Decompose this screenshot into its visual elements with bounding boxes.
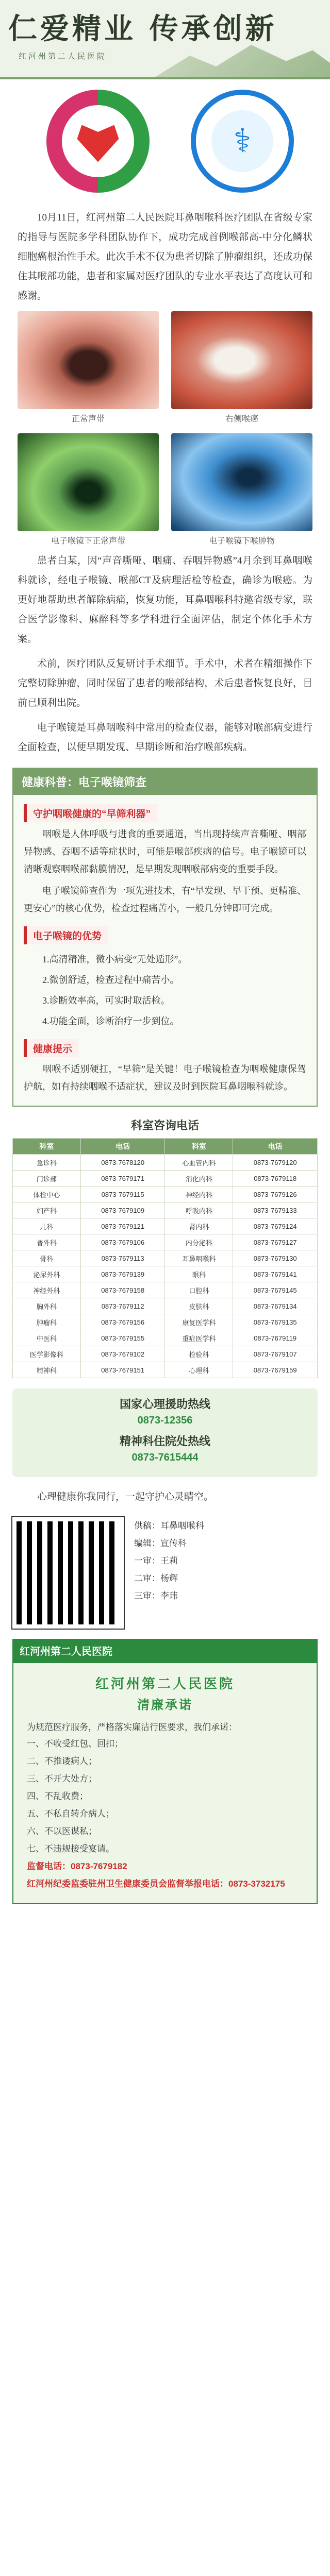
table-cell: 0873-7679134 — [233, 1298, 318, 1314]
credit-line: 三审：李玮 — [134, 1591, 178, 1601]
table-row — [13, 1218, 318, 1234]
table-cell: 0873-7679118 — [233, 1171, 318, 1187]
table-cell: 中医科 — [13, 1330, 81, 1346]
table-cell: 0873-7679115 — [80, 1187, 165, 1202]
photo-endoscope-tumor — [171, 433, 312, 546]
table-cell: 0873-7679135 — [233, 1314, 318, 1330]
table-cell: 0873-7679156 — [80, 1314, 165, 1330]
table-row — [13, 1330, 318, 1346]
pledge-contact: 监督电话：0873-7679182 — [27, 1861, 127, 1871]
table-cell: 0873-7679141 — [233, 1266, 318, 1282]
logo-row — [0, 79, 330, 208]
table-row — [13, 1298, 318, 1314]
subsection-title: 电子喉镜的优势 — [24, 926, 108, 944]
table-cell: 0873-7679171 — [80, 1171, 165, 1187]
photo-grid — [0, 306, 330, 551]
heart-icon — [75, 118, 121, 164]
pledge-item: 二、不推诿病人； — [27, 1756, 97, 1766]
credits-block — [12, 1517, 318, 1629]
table-cell: 肿瘤科 — [13, 1314, 81, 1330]
schedule-table — [12, 1138, 318, 1378]
table-cell: 0873-7679159 — [233, 1362, 318, 1378]
photo-endoscope-normal — [18, 433, 159, 546]
table-cell: 眼科 — [165, 1266, 233, 1282]
table-cell: 0873-7679145 — [233, 1282, 318, 1298]
advantage-item: 2.微创舒适，检查过程中痛苦小。 — [42, 975, 179, 985]
table-cell: 心理科 — [165, 1362, 233, 1378]
table-cell: 肾内科 — [165, 1218, 233, 1234]
table-cell: 普外科 — [13, 1234, 81, 1250]
subsection-title: 守护咽喉健康的“早筛利器” — [24, 804, 157, 822]
section-title: 健康科普：电子喉镜筛查 — [13, 769, 317, 795]
photo-caption: 电子喉镜下喉肿物 — [208, 537, 275, 546]
table-row — [13, 1362, 318, 1378]
table-cell: 0873-7679113 — [80, 1250, 165, 1266]
table-row — [13, 1346, 318, 1362]
hospital-logo — [46, 90, 150, 193]
photo-caption: 电子喉镜下正常声带 — [51, 537, 125, 546]
table-cell: 耳鼻咽喉科 — [165, 1250, 233, 1266]
table-cell: 0873-7679158 — [80, 1282, 165, 1298]
table-cell: 0873-7678120 — [80, 1155, 165, 1171]
hotline-box — [12, 1388, 318, 1477]
advantage-item: 4.功能全面，诊断治疗一步到位。 — [42, 1016, 179, 1026]
credit-line: 二审：杨辉 — [134, 1573, 178, 1583]
credit-line: 编辑：宣传科 — [134, 1538, 187, 1548]
table-header: 科室 — [13, 1139, 81, 1155]
credit-lines — [134, 1517, 204, 1605]
table-cell: 心血管内科 — [165, 1155, 233, 1171]
pledge-item: 七、不违规接受宴请。 — [27, 1844, 114, 1854]
integrity-pledge — [12, 1662, 318, 1904]
header-banner — [0, 0, 330, 79]
table-header: 电话 — [80, 1139, 165, 1155]
pledge-title-line1: 红河州第二人民医院 — [95, 1676, 235, 1691]
photo-caption: 正常声带 — [71, 415, 105, 423]
table-cell: 门诊部 — [13, 1171, 81, 1187]
notice-text: 心理健康你我同行，一起守护心灵晴空。 — [37, 1492, 214, 1502]
table-cell: 急诊科 — [13, 1155, 81, 1171]
table-cell: 皮肤科 — [165, 1298, 233, 1314]
credit-line: 一审：王莉 — [134, 1556, 178, 1566]
table-cell: 神经内科 — [165, 1187, 233, 1202]
table-cell: 0873-7679155 — [80, 1330, 165, 1346]
caduceus-icon: ⚕ — [211, 110, 273, 172]
table-cell: 0873-7679139 — [80, 1266, 165, 1282]
article-paragraph-4: 电子喉镜是耳鼻咽喉科中常用的检查仪器，能够对喉部病变进行全面检查，以便早期发现、早期诊断和治疗喉部疾病。 — [18, 722, 312, 753]
credit-line: 供稿：耳鼻咽喉科 — [134, 1521, 204, 1531]
advantage-item: 1.高清精准，微小病变“无处遁形”。 — [42, 954, 188, 964]
table-cell: 呼吸内科 — [165, 1202, 233, 1218]
table-cell: 0873-7679127 — [233, 1234, 318, 1250]
table-cell: 康复医学科 — [165, 1314, 233, 1330]
pledge-title-line2: 清廉承诺 — [137, 1698, 193, 1712]
photo-right-laryngeal-cancer — [171, 311, 312, 424]
table-cell: 0873-7679109 — [80, 1202, 165, 1218]
section-paragraph: 咽喉是人体呼吸与进食的重要通道，当出现持续声音嘶哑、咽部异物感、吞咽不适等症状时，可能是喉部疾病的信号。电子喉镜可以清晰观察咽喉部黏膜情况，是早期发现咽喉部病变的重要手段。 — [24, 829, 306, 874]
pledge-item: 四、不乱收费； — [27, 1791, 88, 1801]
table-cell: 0873-7679151 — [80, 1362, 165, 1378]
health-science-section — [12, 768, 318, 1107]
table-cell: 0873-7679121 — [80, 1218, 165, 1234]
footer-hospital-bar: 红河州第二人民医院 — [12, 1639, 318, 1662]
advantage-item: 3.诊断效率高，可实时取活检。 — [42, 995, 170, 1006]
table-cell: 0873-7679133 — [233, 1202, 318, 1218]
table-row — [13, 1187, 318, 1202]
table-cell: 骨科 — [13, 1250, 81, 1266]
national-hotline-title: 国家心理援助热线 — [119, 1398, 210, 1411]
photo-normal-vocal-cords — [18, 311, 159, 424]
table-cell: 0873-7679107 — [233, 1346, 318, 1362]
photo-caption: 右侧喉癌 — [225, 415, 258, 423]
table-row — [13, 1266, 318, 1282]
table-row — [13, 1314, 318, 1330]
table-cell: 0873-7679120 — [233, 1155, 318, 1171]
pledge-contact: 红河州纪委监委驻州卫生健康委员会监督举报电话：0873-3732175 — [27, 1879, 285, 1889]
table-cell: 0873-7679119 — [233, 1330, 318, 1346]
table-cell: 泌尿外科 — [13, 1266, 81, 1282]
table-cell: 精神科 — [13, 1362, 81, 1378]
schedule-title: 科室咨询电话 — [130, 1119, 199, 1132]
table-cell: 口腔科 — [165, 1282, 233, 1298]
table-cell: 妇产科 — [13, 1202, 81, 1218]
table-row — [13, 1202, 318, 1218]
table-cell: 0873-7679126 — [233, 1187, 318, 1202]
table-row — [13, 1282, 318, 1298]
table-cell: 检验科 — [165, 1346, 233, 1362]
pledge-item: 三、不开大处方； — [27, 1774, 97, 1784]
section-paragraph: 咽喉不适别硬扛，“早筛”是关键！电子喉镜检查为咽喉健康保驾护航，如有持续咽喉不适症状，建议及时到医院耳鼻咽喉科就诊。 — [24, 1064, 306, 1092]
qr-code-icon — [12, 1517, 124, 1629]
national-hotline-number: 0873-12356 — [137, 1415, 193, 1426]
table-header: 电话 — [233, 1139, 318, 1155]
pledge-item: 五、不私自转介病人； — [27, 1809, 114, 1819]
table-cell: 消化内科 — [165, 1171, 233, 1187]
subsection-title: 健康提示 — [24, 1039, 78, 1057]
table-cell: 0873-7679106 — [80, 1234, 165, 1250]
table-cell: 体检中心 — [13, 1187, 81, 1202]
table-row — [13, 1234, 318, 1250]
header-subtitle: 红河州第二人民医院 — [19, 53, 107, 61]
table-cell: 儿科 — [13, 1218, 81, 1234]
table-cell: 胸外科 — [13, 1298, 81, 1314]
table-cell: 重症医学科 — [165, 1330, 233, 1346]
article-paragraph-2: 患者白某，因“声音嘶哑、咽痛、吞咽异物感”4月余到耳鼻咽喉科就诊，经电子喉镜、喉部CT及病理活检等检查，确诊为喉癌。为更好地帮助患者解除病痛，恢复功能，耳鼻咽喉科特邀省级专家，联合医学影像科、麻醉科等多学科进行全面评估，制定个体化手术方案。 — [18, 555, 312, 645]
table-cell: 0873-7679102 — [80, 1346, 165, 1362]
table-cell: 0873-7679124 — [233, 1218, 318, 1234]
pledge-item: 一、不收受红包、回扣； — [27, 1739, 123, 1749]
table-cell: 医学影像科 — [13, 1346, 81, 1362]
table-row — [13, 1155, 318, 1171]
mental-hotline-title: 精神科住院处热线 — [119, 1435, 210, 1448]
table-cell: 0873-7679130 — [233, 1250, 318, 1266]
pledge-item: 六、不以医谋私； — [27, 1826, 97, 1836]
table-row — [13, 1250, 318, 1266]
table-cell: 内分泌科 — [165, 1234, 233, 1250]
article-paragraph-3: 术前，医疗团队反复研讨手术细节。手术中，术者在精细操作下完整切除肿瘤，同时保留了患者的喉部结构，术后患者恢复良好，目前已顺利出院。 — [18, 658, 312, 708]
table-header: 科室 — [165, 1139, 233, 1155]
section-paragraph: 电子喉镜筛查作为一项先进技术，有“早发现、早干预、更精准、更安心”的核心优势，检查过程痛苦小，一般几分钟即可完成。 — [24, 886, 306, 913]
table-cell: 神经外科 — [13, 1282, 81, 1298]
table-cell: 0873-7679112 — [80, 1298, 165, 1314]
table-row — [13, 1171, 318, 1187]
header-calligraphy: 仁爱精业 传承创新 — [8, 12, 277, 46]
mental-hotline-number: 0873-7615444 — [131, 1452, 199, 1463]
department-logo — [191, 90, 294, 193]
article-paragraph-1: 10月11日，红河州第二人民医院耳鼻咽喉科医疗团队在省级专家的指导与医院多学科团队协作下，成功完成首例喉部高-中分化鳞状细胞癌根治性手术。此次手术不仅为患者切除了肿瘤组织，还成功保住其喉部功能，患者和家属对医疗团队的专业水平表达了高度认可和感谢。 — [18, 212, 312, 301]
pledge-intro: 为规范医疗服务，严格落实廉洁行医要求，我们承诺： — [27, 1722, 237, 1732]
